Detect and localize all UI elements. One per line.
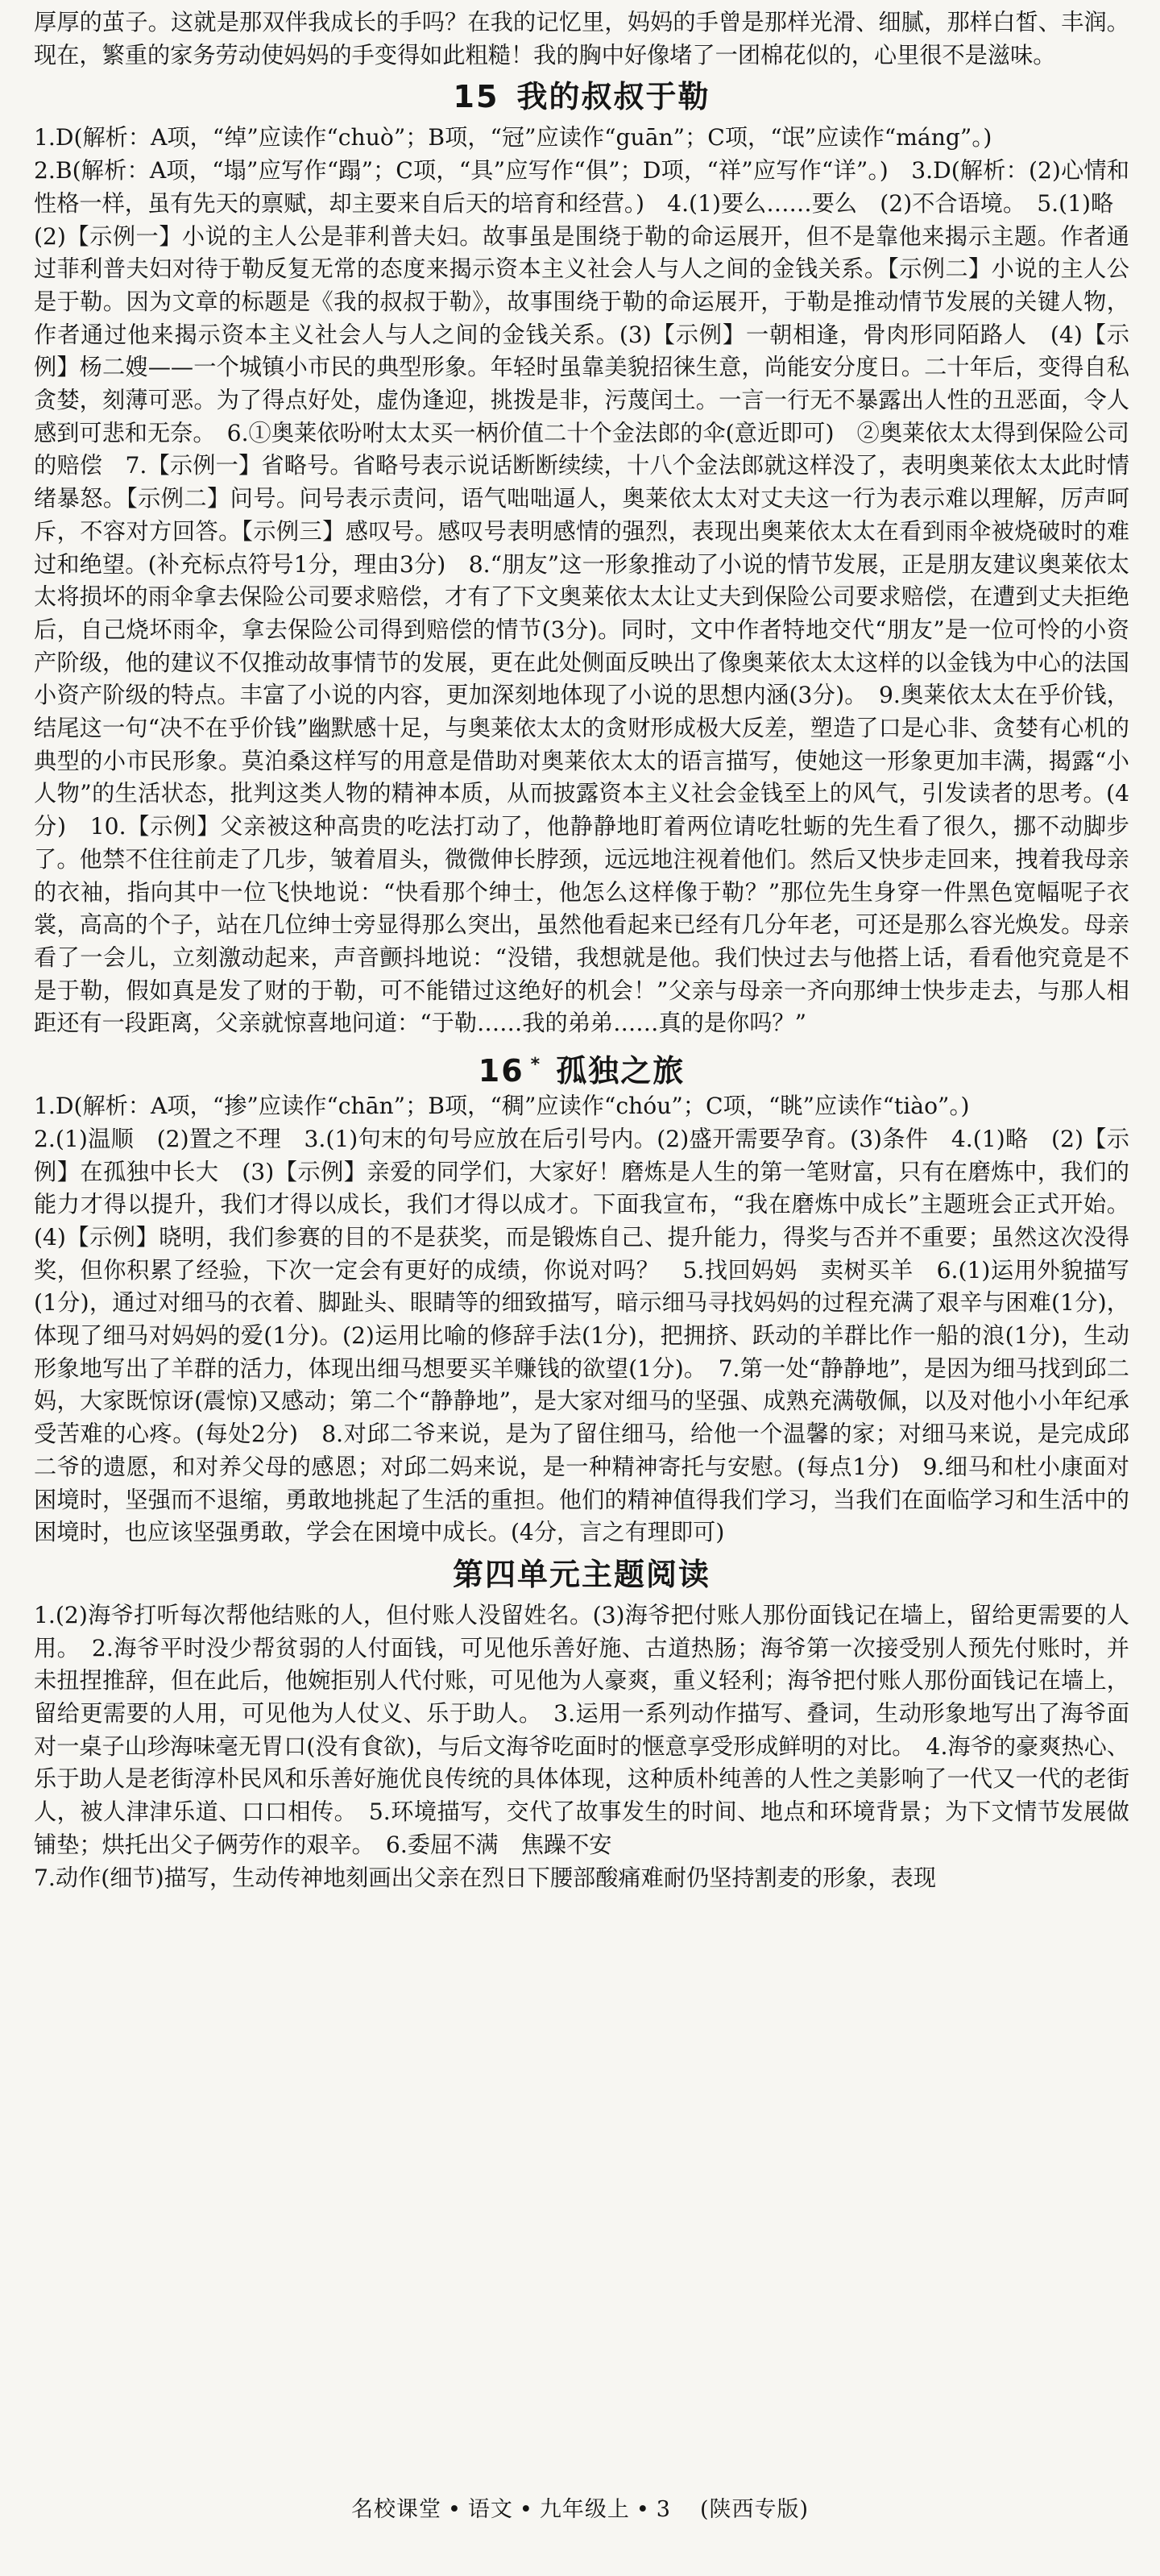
page-footer: [0, 2491, 1160, 2523]
answer-paragraph: 2.B(解析：A项，“塌”应写作“蹋”；C项，“具”应写作“俱”；D项，“祥”应写作“详”。) 3.D(解析：(2)心情和性格一样，虽有先天的禀赋，却主要来自后天的培育和经营。) 4.(1)要么……要么 (2)不合语境。 5.(1)略: [34, 157, 1129, 217]
section-heading: [34, 1549, 1129, 1599]
section-16: [34, 1040, 1129, 1549]
intro-paragraph: 厚厚的茧子。这就是那双伴我成长的手吗？在我的记忆里，妈妈的手曾是那样光滑、细腻，那样白皙、丰润。现在，繁重的家务劳动使妈妈的手变得如此粗糙！我的胸中好像堵了一团棉花似的，心里很不是滋味。: [34, 9, 1129, 68]
answer-paragraph: 1.(2)海爷打听每次帮他结账的人，但付账人没留姓名。(3)海爷把付账人那份面钱记在墙上，留给更需要的人用。 2.海爷平时没少帮贫弱的人付面钱，可见他乐善好施、古道热肠；海爷第一次接受别人预先付账时，并未扭捏推辞，但在此后，他婉拒别人代付账，可见他为人豪爽，重义轻利；海爷把付账人那份面钱记在墙上，留给更需要的人用，可见他为人仗义、乐于助人。 3.运用一系列动作描写、叠词，生动形象地写出了海爷面对一桌子山珍海味毫无胃口(没有食欲)，与后文海爷吃面时的惬意享受形成鲜明的对比。 4.海爷的豪爽热心、乐于助人是老街淳朴民风和乐善好施优良传统的具体体现，这种质朴纯善的人性之美影响了一代又一代的老街人，被人津津乐道、口口相传。 5.环境描写，交代了故事发生的时间、地点和环境背景；为下文情节发展做铺垫；烘托出父子俩劳作的艰辛。 6.委屈不满 焦躁不安: [34, 1601, 1129, 1858]
section-title: 孤独之旅: [556, 1053, 686, 1089]
section-title: 第四单元主题阅读: [452, 1556, 710, 1592]
section-title: 我的叔叔于勒: [516, 79, 710, 115]
footer-separator: •: [636, 2497, 650, 2522]
optional-mark: *: [530, 1055, 542, 1076]
footer-edition: (陕西专版): [699, 2497, 810, 2522]
footer-subject: 语文: [467, 2497, 513, 2522]
footer-page-number: 3: [656, 2497, 671, 2522]
answer-paragraph: (2)【示例一】小说的主人公是菲利普夫妇。故事虽是围绕于勒的命运展开，但不是靠他来揭示主题。作者通过菲利普夫妇对待于勒反复无常的态度来揭示资本主义社会人与人之间的金钱关系。【示例二】小说的主人公是于勒。因为文章的标题是《我的叔叔于勒》，故事围绕于勒的命运展开，于勒是推动情节发展的关键人物，作者通过他来揭示资本主义社会人与人之间的金钱关系。(3)【示例】一朝相逢，骨肉形同陌路人 (4)【示例】杨二嫂——一个城镇小市民的典型形象。年轻时虽靠美貌招徕生意，尚能安分度日。二十年后，变得自私贪婪，刻薄可恶。为了得点好处，虚伪逢迎，挑拨是非，污蔑闰土。一言一行无不暴露出人性的丑恶面，令人感到可悲和无奈。 6.①奥莱依吩咐太太买一柄价值二十个金法郎的伞(意近即可) ②奥莱依太太得到保险公司的赔偿 7.【示例一】省略号。省略号表示说话断断续续，十八个金法郎就这样没了，表明奥莱依太太此时情绪暴怒。【示例二】问号。问号表示责问，语气咄咄逼人，奥莱依太太对丈夫这一行为表示难以理解，厉声呵斥，不容对方回答。【示例三】感叹号。感叹号表明感情的强烈，表现出奥莱依太太在看到雨伞被烧破时的难过和绝望。(补充标点符号1分，理由3分) 8.“朋友”这一形象推动了小说的情节发展，正是朋友建议奥莱依太太将损坏的雨伞拿去保险公司要求赔偿，才有了下文奥莱依太太让丈夫到保险公司要求赔偿，在遭到丈夫拒绝后，自己烧坏雨伞，拿去保险公司得到赔偿的情节(3分)。同时，文中作者特地交代“朋友”是一位可怜的小资产阶级，他的建议不仅推动故事情节的发展，更在此处侧面反映出了像奥莱依太太这样的以金钱为中心的法国小资产阶级的特点。丰富了小说的内容，更加深刻地体现了小说的思想内涵(3分)。 9.奥莱依太太在乎价钱，结尾这一句“决不在乎价钱”幽默感十足，与奥莱依太太的贪财形成极大反差，塑造了口是心非、贪婪有心机的典型的小市民形象。莫泊桑这样写的用意是借助对奥莱依太太的语言描写，使她这一形象更加丰满，揭露“小人物”的生活状态，批判这类人物的精神本质，从而披露资本主义社会金钱至上的风气，引发读者的思考。(4分) 10.【示例】父亲被这种高贵的吃法打动了，他静静地盯着两位请吃牡蛎的先生看了很久，挪不动脚步了。他禁不住往前走了几步，皱着眉头，微微伸长脖颈，远远地注视着他们。然后又快步走回来，拽着我母亲的衣袖，指向其中一位飞快地说：“快看那个绅士，他怎么这样像于勒？”那位先生身穿一件黑色宽幅呢子衣裳，高高的个子，站在几位绅士旁显得那么突出，虽然他看起来已经有几分年老，可还是那么容光焕发。母亲看了一会儿，立刻激动起来，声音颤抖地说：“没错，我想就是他。我们快过去与他搭上话，看看他究竟是不是于勒，假如真是发了财的于勒，可不能错过这绝好的机会！”父亲与母亲一齐向那绅士快步走去，与那人相距还有一段距离，父亲就惊喜地问道：“于勒……我的弟弟……真的是你吗？”: [34, 222, 1129, 1037]
answer-paragraph: 1.D(解析：A项，“绰”应读作“chuò”；B项，“冠”应读作“guān”；C项，“氓”应读作“máng”。): [34, 124, 992, 151]
footer-separator: •: [519, 2497, 533, 2522]
footer-grade: 九年级上: [539, 2497, 630, 2522]
section-heading: [34, 1040, 1129, 1090]
section-heading: [34, 72, 1129, 122]
section-15: [34, 72, 1129, 1040]
section-number: 16: [478, 1053, 524, 1089]
answer-paragraph: 1.D(解析：A项，“掺”应读作“chān”；B项，“稠”应读作“chóu”；C项，“眺”应读作“tiào”。): [34, 1093, 970, 1120]
footer-separator: •: [447, 2497, 462, 2522]
unit-4-reading: [34, 1549, 1129, 1894]
section-number: 15: [453, 79, 499, 115]
footer-brand: 名校课堂: [350, 2497, 441, 2522]
answer-paragraph: 7.动作(细节)描写，生动传神地刻画出父亲在烈日下腰部酸痛难耐仍坚持割麦的形象，表现: [34, 1864, 937, 1891]
answer-paragraph: 2.(1)温顺 (2)置之不理 3.(1)句末的句号应放在后引号内。(2)盛开需要孕育。(3)条件 4.(1)略 (2)【示例】在孤独中长大 (3)【示例】亲爱的同学们，大家好！磨炼是人生的第一笔财富，只有在磨炼中，我们的能力才得以提升，我们才得以成长，我们才得以成才。下面我宣布，“我在磨炼中成长”主题班会正式开始。(4)【示例】晓明，我们参赛的目的不是获奖，而是锻炼自己、提升能力，得奖与否并不重要；虽然这次没得奖，但你积累了经验，下次一定会有更好的成绩，你说对吗？ 5.找回妈妈 卖树买羊 6.(1)运用外貌描写(1分)，通过对细马的衣着、脚趾头、眼睛等的细致描写，暗示细马寻找妈妈的过程充满了艰辛与困难(1分)，体现了细马对妈妈的爱(1分)。(2)运用比喻的修辞手法(1分)，把拥挤、跃动的羊群比作一船的浪(1分)，生动形象地写出了羊群的活力，体现出细马想要买羊赚钱的欲望(1分)。 7.第一处“静静地”，是因为细马找到邱二妈，大家既惊讶(震惊)又感动；第二个“静静地”，是大家对细马的坚强、成熟充满敬佩，以及对他小小年纪承受苦难的心疼。(每处2分) 8.对邱二爷来说，是为了留住细马，给他一个温馨的家；对细马来说，是完成邱二爷的遗愿，和对养父母的感恩；对邱二妈来说，是一种精神寄托与安慰。(每点1分) 9.细马和杜小康面对困境时，坚强而不退缩，勇敢地挑起了生活的重担。他们的精神值得我们学习，当我们在面临学习和生活中的困境时，也应该坚强勇敢，学会在困境中成长。(4分，言之有理即可): [34, 1125, 1129, 1546]
